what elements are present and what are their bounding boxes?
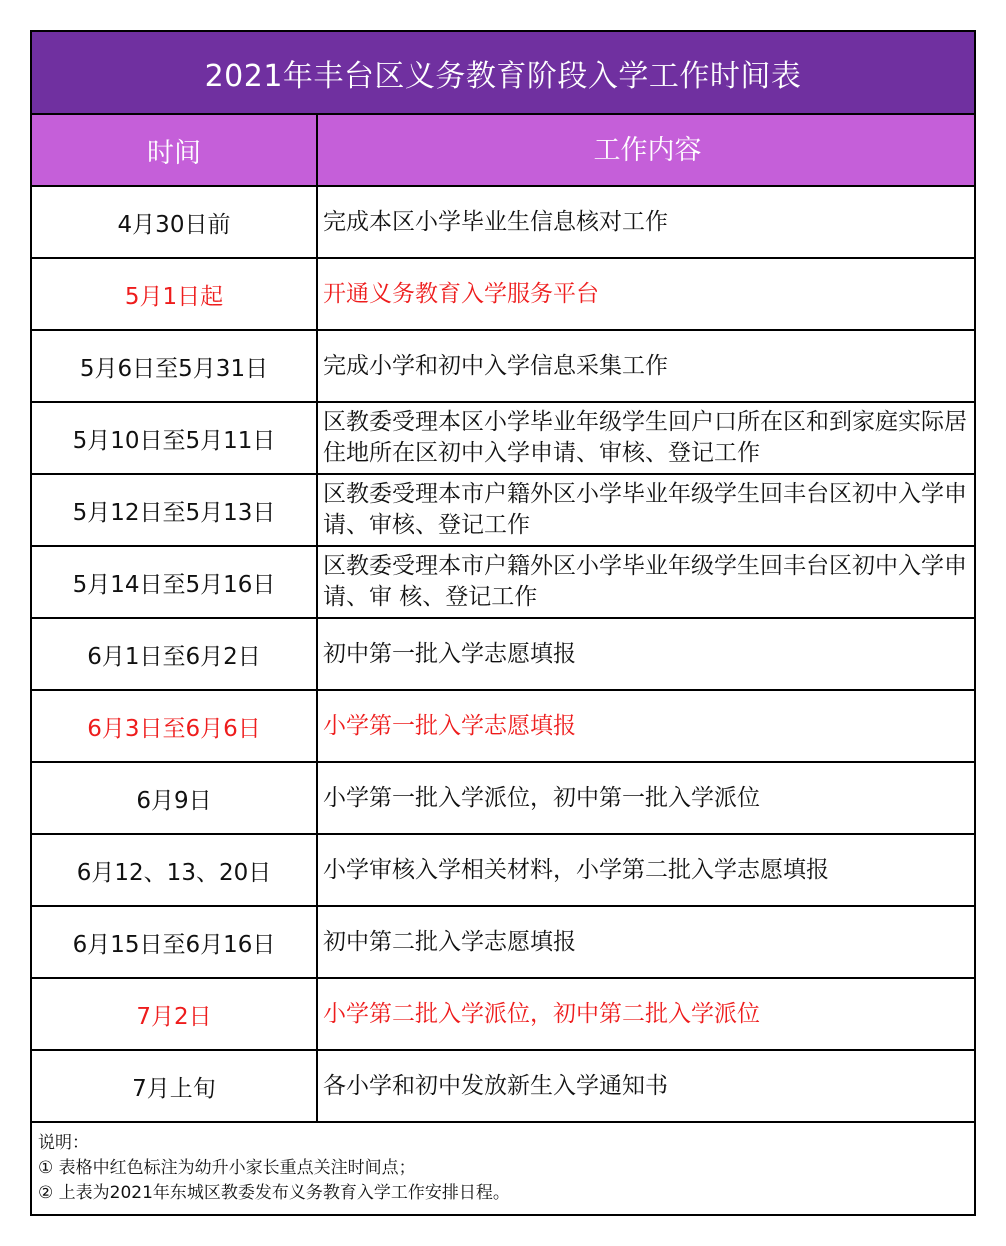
table-row bbox=[32, 1051, 974, 1123]
row-content: 完成本区小学毕业生信息核对工作 bbox=[323, 208, 668, 235]
row-time: 5月12日至5月13日 bbox=[32, 475, 318, 545]
schedule-table bbox=[30, 30, 976, 1216]
notes-heading: 说明： bbox=[38, 1133, 89, 1153]
table-row bbox=[32, 187, 974, 259]
notes-line-2: ② 上表为2021年东城区教委发布义务教育入学工作安排日程。 bbox=[38, 1183, 510, 1203]
table-row bbox=[32, 547, 974, 619]
row-time: 6月15日至6月16日 bbox=[32, 907, 318, 977]
table-row bbox=[32, 619, 974, 691]
row-time: 6月3日至6月6日 bbox=[32, 691, 318, 761]
row-content: 小学第一批入学派位，初中第一批入学派位 bbox=[323, 784, 760, 811]
row-time: 6月1日至6月2日 bbox=[32, 619, 318, 689]
row-time: 6月9日 bbox=[32, 763, 318, 833]
table-row bbox=[32, 835, 974, 907]
row-content: 各小学和初中发放新生入学通知书 bbox=[323, 1072, 668, 1099]
row-content: 小学第二批入学派位，初中第二批入学派位 bbox=[323, 1000, 760, 1027]
table-row bbox=[32, 763, 974, 835]
notes-section bbox=[32, 1123, 974, 1214]
table-header-row bbox=[32, 115, 974, 187]
row-content: 区教委受理本区小学毕业年级学生回户口所在区和到家庭实际居住地所在区初中入学申请、审核、登记工作 bbox=[323, 409, 967, 466]
row-time: 5月6日至5月31日 bbox=[32, 331, 318, 401]
table-row bbox=[32, 403, 974, 475]
table-title: 2021年丰台区义务教育阶段入学工作时间表 bbox=[32, 32, 974, 115]
header-content: 工作内容 bbox=[593, 134, 702, 166]
table-row bbox=[32, 331, 974, 403]
table-row bbox=[32, 907, 974, 979]
row-content: 区教委受理本市户籍外区小学毕业年级学生回丰台区初中入学申请、审核、登记工作 bbox=[323, 481, 967, 538]
row-time: 5月14日至5月16日 bbox=[32, 547, 318, 617]
row-time: 5月1日起 bbox=[32, 259, 318, 329]
table-row bbox=[32, 979, 974, 1051]
table-row bbox=[32, 691, 974, 763]
table-row bbox=[32, 475, 974, 547]
row-content: 完成小学和初中入学信息采集工作 bbox=[323, 352, 668, 379]
row-time: 4月30日前 bbox=[32, 187, 318, 257]
row-content: 初中第一批入学志愿填报 bbox=[323, 640, 576, 667]
header-time: 时间 bbox=[32, 115, 318, 185]
row-content: 开通义务教育入学服务平台 bbox=[323, 280, 599, 307]
row-content: 初中第二批入学志愿填报 bbox=[323, 928, 576, 955]
row-content: 小学审核入学相关材料，小学第二批入学志愿填报 bbox=[323, 856, 829, 883]
table-row bbox=[32, 259, 974, 331]
row-content: 小学第一批入学志愿填报 bbox=[323, 712, 576, 739]
row-time: 7月2日 bbox=[32, 979, 318, 1049]
row-time: 6月12、13、20日 bbox=[32, 835, 318, 905]
table-body bbox=[32, 187, 974, 1123]
row-time: 5月10日至5月11日 bbox=[32, 403, 318, 473]
notes-line-1: ① 表格中红色标注为幼升小家长重点关注时间点； bbox=[38, 1158, 416, 1178]
row-content: 区教委受理本市户籍外区小学毕业年级学生回丰台区初中入学申请、审 核、登记工作 bbox=[323, 553, 967, 610]
row-time: 7月上旬 bbox=[32, 1051, 318, 1121]
